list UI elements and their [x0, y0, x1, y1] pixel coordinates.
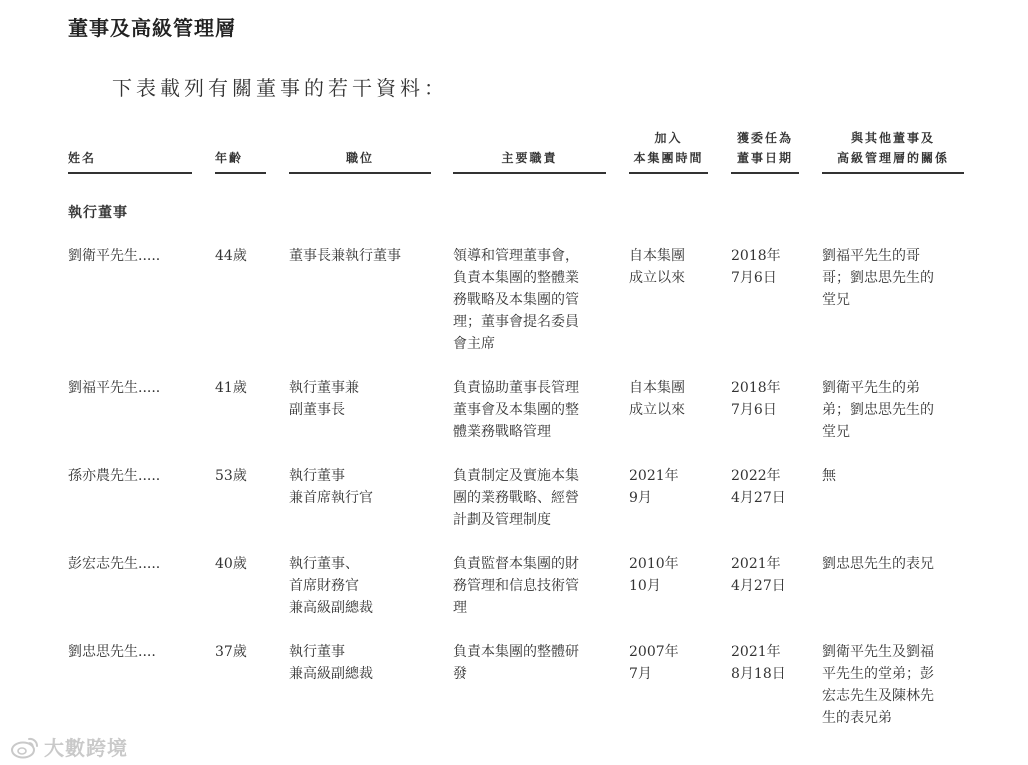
director-relationship: 劉衛平先生及劉福 平先生的堂弟；彭 宏志先生及陳林先 生的表兄弟 [822, 644, 934, 726]
director-name: 彭宏志先生..... [68, 556, 161, 572]
director-age: 44歲 [215, 248, 247, 264]
director-relationship: 劉福平先生的哥 哥；劉忠思先生的 堂兄 [822, 248, 934, 308]
header-appointment-date: 獲委任為 董事日期 [731, 128, 799, 174]
director-duties: 負責本集團的整體研 發 [453, 644, 579, 682]
group-label-executive-directors: 執行董事 [68, 205, 128, 221]
director-name: 孫亦農先生..... [68, 468, 161, 484]
header-name: 姓名 [68, 148, 192, 174]
director-join-date: 2007年 7月 [629, 644, 679, 682]
director-position: 執行董事 兼首席執行官 [289, 468, 373, 506]
director-appointment-date: 2021年 8月18日 [731, 644, 786, 682]
director-relationship: 無 [822, 468, 836, 484]
director-age: 37歲 [215, 644, 247, 660]
director-position: 執行董事兼 副董事長 [289, 380, 359, 418]
header-age: 年齡 [215, 148, 266, 174]
director-name: 劉福平先生..... [68, 380, 161, 396]
director-duties: 負責制定及實施本集 團的業務戰略、經營 計劃及管理制度 [453, 468, 579, 528]
director-position: 董事長兼執行董事 [289, 248, 401, 264]
section-title: 董事及高級管理層 [68, 16, 236, 40]
director-duties: 領導和管理董事會， 負責本集團的整體業 務戰略及本集團的管 理；董事會提名委員 會主席 [453, 248, 579, 352]
intro-text: 下表載列有關董事的若干資料： [112, 76, 448, 100]
director-duties: 負責協助董事長管理 董事會及本集團的整 體業務戰略管理 [453, 380, 579, 440]
director-relationship: 劉忠思先生的表兄 [822, 556, 934, 572]
director-appointment-date: 2018年 7月6日 [731, 380, 781, 418]
header-position: 職位 [289, 148, 431, 174]
director-name: 劉衛平先生..... [68, 248, 161, 264]
director-position: 執行董事、 首席財務官 兼高級副總裁 [289, 556, 373, 616]
director-age: 53歲 [215, 468, 247, 484]
watermark [10, 732, 128, 761]
director-join-date: 2010年 10月 [629, 556, 679, 594]
director-name: 劉忠思先生.... [68, 644, 156, 660]
director-join-date: 自本集團 成立以來 [629, 380, 685, 418]
header-join-date: 加入 本集團時間 [629, 128, 708, 174]
director-position: 執行董事 兼高級副總裁 [289, 644, 373, 682]
director-appointment-date: 2018年 7月6日 [731, 248, 781, 286]
director-age: 41歲 [215, 380, 247, 396]
director-appointment-date: 2021年 4月27日 [731, 556, 786, 594]
director-duties: 負責監督本集團的財 務管理和信息技術管 理 [453, 556, 579, 616]
weibo-logo-icon [10, 735, 40, 759]
watermark-text: 大數跨境 [44, 736, 128, 760]
director-join-date: 自本集團 成立以來 [629, 248, 685, 286]
director-relationship: 劉衛平先生的弟 弟；劉忠思先生的 堂兄 [822, 380, 934, 440]
header-relationship: 與其他董事及 高級管理層的關係 [822, 128, 964, 174]
director-appointment-date: 2022年 4月27日 [731, 468, 786, 506]
director-age: 40歲 [215, 556, 247, 572]
director-join-date: 2021年 9月 [629, 468, 679, 506]
header-duties: 主要職責 [453, 148, 606, 174]
